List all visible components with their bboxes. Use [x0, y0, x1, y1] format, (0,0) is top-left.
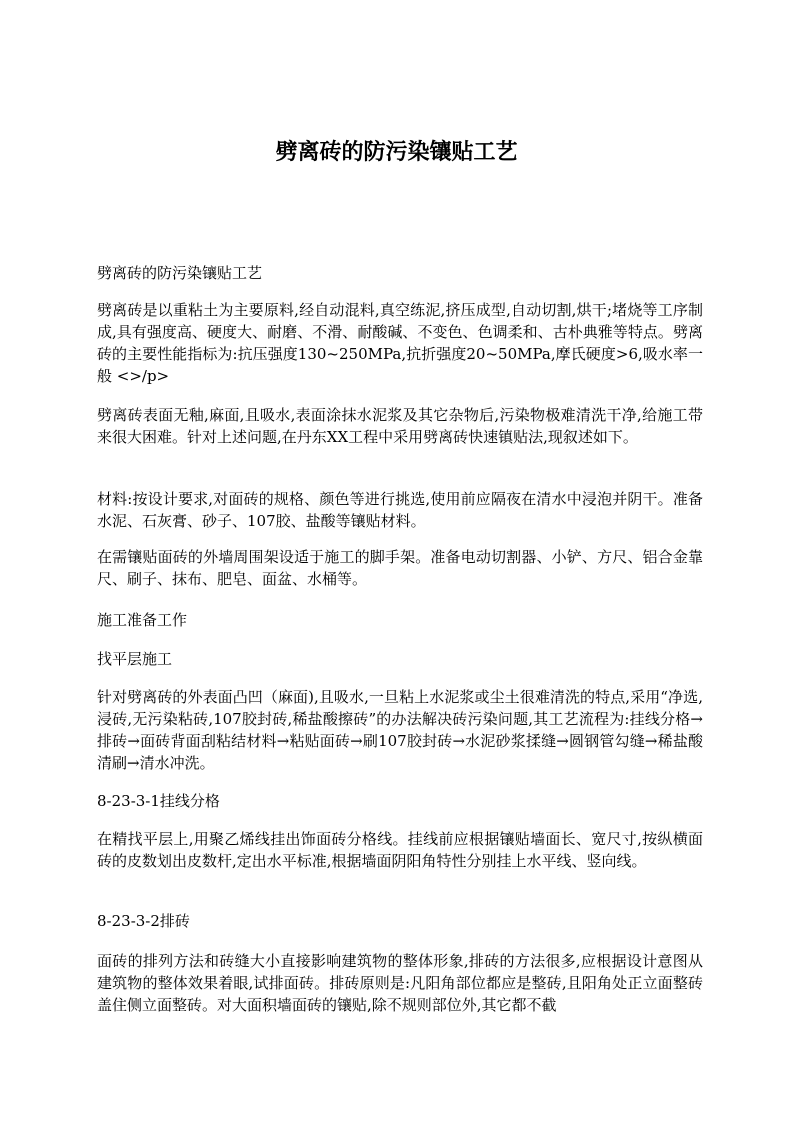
heading-section-1: 8-23-3-1挂线分格 — [97, 792, 220, 810]
paragraph-tools: 在需镶贴面砖的外墙周围架设适于施工的脚手架。准备电动切割器、小铲、方尺、铝合金靠尺、刷子、抹布、肥皂、面盆、水桶等。 — [97, 548, 703, 588]
paragraph-problem: 劈离砖表面无釉,麻面,且吸水,表面涂抹水泥浆及其它杂物后,污染物极难清洗干净,给施工带来很大困难。针对上述问题,在丹东XX工程中采用劈离砖快速镇贴法,现叙述如下。 — [97, 406, 703, 446]
heading-preparation: 施工准备工作 — [97, 611, 188, 629]
document-title: 劈离砖的防污染镶贴工艺 — [275, 140, 518, 165]
paragraph-process: 针对劈离砖的外表面凸凹（麻面),且吸水,一旦粘上水泥浆或尘土很难清洗的特点,采用“净选,浸砖,无污染粘砖,107胶封砖,稀盐酸擦砖”的办法解决砖污染问题,其工艺流程为:挂线分格→排砖→面砖背面刮粘结材料→粘贴面砖→刷107胶封砖→水泥砂浆揉缝→圆钢管勾缝→稀盐酸清刷→清水冲洗。 — [97, 688, 703, 772]
paragraph-section-1: 在精找平层上,用聚乙烯线挂出饰面砖分格线。挂线前应根据镶贴墙面长、宽尺寸,按纵横面砖的皮数划出皮数杆,定出水平标准,根据墙面阴阳角特性分别挂上水平线、竖向线。 — [97, 830, 703, 870]
paragraph-section-2: 面砖的排列方法和砖缝大小直接影响建筑物的整体形象,排砖的方法很多,应根据设计意图从建筑物的整体效果着眼,试排面砖。排砖原则是:凡阳角部位都应是整砖,且阳角处正立面整砖盖住侧立面整砖。对大面积墙面砖的镶贴,除不规则部位外,其它都不截 — [97, 952, 703, 1014]
paragraph-materials: 材料:按设计要求,对面砖的规格、颜色等进行挑选,使用前应隔夜在清水中浸泡并阴干。准备水泥、石灰膏、砂子、107胶、盐酸等镶贴材料。 — [97, 490, 703, 530]
heading-section-2: 8-23-3-2排砖 — [97, 912, 190, 930]
paragraph-subtitle: 劈离砖的防污染镶贴工艺 — [97, 264, 263, 282]
paragraph-intro: 劈离砖是以重粘土为主要原料,经自动混料,真空练泥,挤压成型,自动切割,烘干;堵烧等工序制成,具有强度高、硬度大、耐磨、不滑、耐酸碱、不变色、色调柔和、古朴典雅等特点。劈离砖的主要性能指标为:抗压强度130~250MPa,抗折强度20~50MPa,摩氏硬度>6,吸水率一般 <>/p> — [97, 301, 703, 385]
heading-leveling: 找平层施工 — [97, 650, 173, 668]
